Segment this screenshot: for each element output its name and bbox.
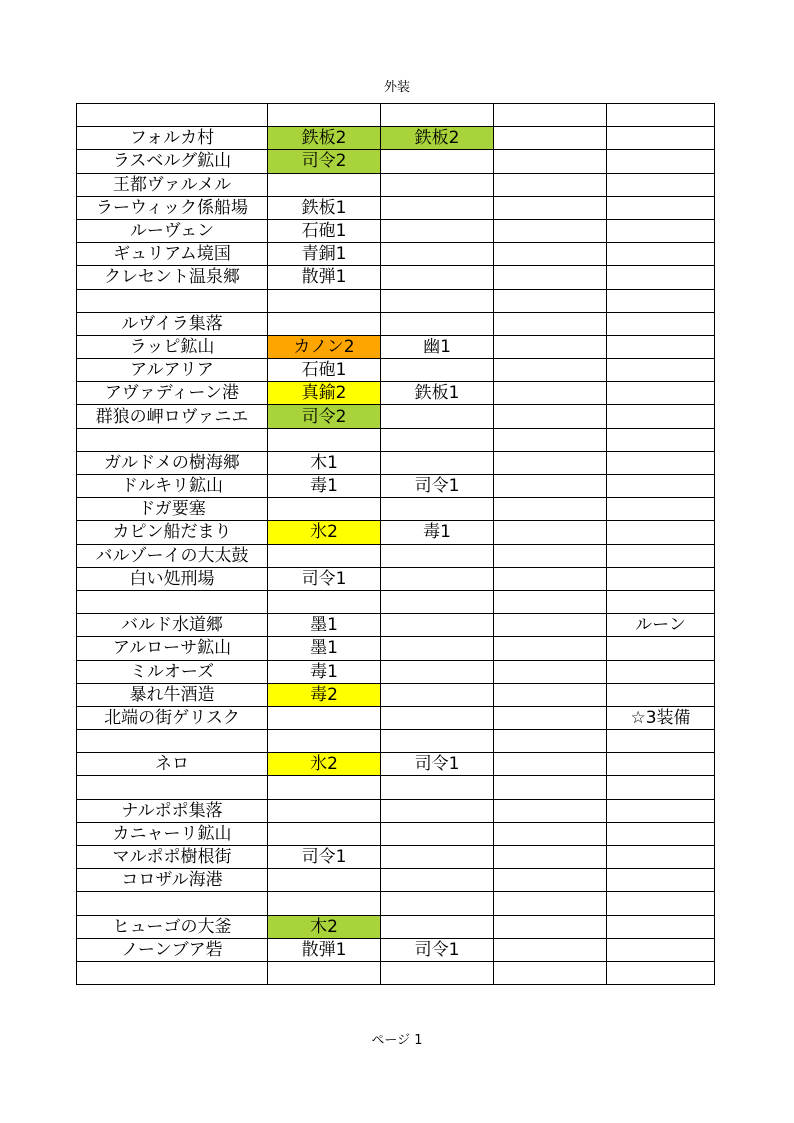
cell-material-2[interactable] <box>381 219 494 242</box>
cell-material-1[interactable] <box>268 961 381 984</box>
cell-material-3[interactable] <box>494 637 607 660</box>
cell-note[interactable] <box>607 915 715 938</box>
cell-location[interactable]: ガルドメの樹海郷 <box>77 451 268 474</box>
cell-location[interactable] <box>77 776 268 799</box>
cell-note[interactable] <box>607 243 715 266</box>
table-row <box>77 590 715 613</box>
cell-note[interactable] <box>607 938 715 961</box>
cell-note[interactable] <box>607 405 715 428</box>
cell-material-2[interactable] <box>381 173 494 196</box>
cell-material-1[interactable]: 司令2 <box>268 405 381 428</box>
cell-material-2[interactable] <box>381 544 494 567</box>
table-row <box>77 335 715 358</box>
table-row <box>77 173 715 196</box>
cell-material-2[interactable] <box>381 869 494 892</box>
cell-material-1[interactable]: 毒1 <box>268 660 381 683</box>
table-row <box>77 150 715 173</box>
table-row <box>77 196 715 219</box>
cell-note[interactable] <box>607 382 715 405</box>
cell-location[interactable] <box>77 104 268 127</box>
table-row <box>77 637 715 660</box>
cell-material-2[interactable] <box>381 451 494 474</box>
table-row <box>77 544 715 567</box>
cell-note[interactable] <box>607 173 715 196</box>
cell-material-2[interactable] <box>381 266 494 289</box>
page-header-title: 外装 <box>383 80 410 95</box>
cell-material-1[interactable]: 毒2 <box>268 683 381 706</box>
cell-material-3[interactable] <box>494 451 607 474</box>
cell-note[interactable] <box>607 730 715 753</box>
cell-note[interactable] <box>607 127 715 150</box>
table-row <box>77 660 715 683</box>
cell-material-1[interactable] <box>268 312 381 335</box>
cell-material-1[interactable]: 墨1 <box>268 637 381 660</box>
cell-material-2[interactable]: 司令1 <box>381 753 494 776</box>
cell-material-1[interactable]: 司令2 <box>268 150 381 173</box>
cell-material-2[interactable] <box>381 614 494 637</box>
cell-location[interactable]: フォルカ村 <box>77 127 268 150</box>
cell-material-2[interactable] <box>381 799 494 822</box>
cell-location[interactable]: バルド水道郷 <box>77 614 268 637</box>
cell-location[interactable]: カニャーリ鉱山 <box>77 822 268 845</box>
cell-material-1[interactable]: 石砲1 <box>268 359 381 382</box>
cell-note[interactable] <box>607 475 715 498</box>
cell-note[interactable] <box>607 822 715 845</box>
table-row <box>77 451 715 474</box>
cell-location[interactable]: ラッピ鉱山 <box>77 335 268 358</box>
cell-location[interactable] <box>77 892 268 915</box>
cell-note[interactable] <box>607 266 715 289</box>
cell-material-3[interactable] <box>494 150 607 173</box>
cell-material-1[interactable]: 鉄板1 <box>268 196 381 219</box>
cell-material-1[interactable] <box>268 104 381 127</box>
cell-material-3[interactable] <box>494 544 607 567</box>
table-row <box>77 127 715 150</box>
table-row <box>77 730 715 753</box>
cell-material-1[interactable] <box>268 892 381 915</box>
cell-location[interactable] <box>77 730 268 753</box>
cell-material-3[interactable] <box>494 312 607 335</box>
table-row <box>77 359 715 382</box>
cell-material-2[interactable] <box>381 196 494 219</box>
table-row <box>77 428 715 451</box>
cell-material-1[interactable]: 木2 <box>268 915 381 938</box>
cell-material-1[interactable] <box>268 706 381 729</box>
cell-material-1[interactable] <box>268 730 381 753</box>
cell-material-2[interactable] <box>381 359 494 382</box>
table-row <box>77 846 715 869</box>
cell-material-2[interactable] <box>381 289 494 312</box>
cell-material-1[interactable] <box>268 822 381 845</box>
cell-material-1[interactable] <box>268 428 381 451</box>
cell-note[interactable] <box>607 892 715 915</box>
cell-location[interactable]: ヒューゴの大釜 <box>77 915 268 938</box>
cell-material-3[interactable] <box>494 382 607 405</box>
cell-location[interactable]: ドガ要塞 <box>77 498 268 521</box>
cell-note[interactable] <box>607 335 715 358</box>
cell-material-1[interactable] <box>268 544 381 567</box>
cell-material-3[interactable] <box>494 289 607 312</box>
table-row <box>77 776 715 799</box>
cell-material-2[interactable] <box>381 822 494 845</box>
table-row <box>77 243 715 266</box>
cell-note[interactable] <box>607 753 715 776</box>
cell-location[interactable]: アルローサ鉱山 <box>77 637 268 660</box>
table-row <box>77 938 715 961</box>
cell-location[interactable] <box>77 289 268 312</box>
cell-material-1[interactable]: 氷2 <box>268 753 381 776</box>
cell-location[interactable]: 白い処刑場 <box>77 567 268 590</box>
cell-location[interactable]: ラスベルグ鉱山 <box>77 150 268 173</box>
cell-location[interactable]: バルゾーイの大太鼓 <box>77 544 268 567</box>
cell-note[interactable] <box>607 196 715 219</box>
table-row <box>77 753 715 776</box>
cell-material-3[interactable] <box>494 243 607 266</box>
cell-material-1[interactable]: 木1 <box>268 451 381 474</box>
cell-note[interactable] <box>607 219 715 242</box>
cell-material-3[interactable] <box>494 706 607 729</box>
cell-location[interactable]: ノーンブア砦 <box>77 938 268 961</box>
cell-note[interactable] <box>607 869 715 892</box>
cell-location[interactable]: アヴァディーン港 <box>77 382 268 405</box>
cell-location[interactable]: 暴れ牛酒造 <box>77 683 268 706</box>
cell-note[interactable] <box>607 776 715 799</box>
cell-note[interactable] <box>607 150 715 173</box>
table-row <box>77 498 715 521</box>
table-row <box>77 915 715 938</box>
cell-material-1[interactable]: 墨1 <box>268 614 381 637</box>
cell-material-1[interactable]: 司令1 <box>268 846 381 869</box>
cell-location[interactable]: 王都ヴァルメル <box>77 173 268 196</box>
cell-material-3[interactable] <box>494 590 607 613</box>
cell-note[interactable] <box>607 846 715 869</box>
cell-material-1[interactable]: 毒1 <box>268 475 381 498</box>
cell-note[interactable] <box>607 359 715 382</box>
cell-material-2[interactable]: 幽1 <box>381 335 494 358</box>
cell-note[interactable]: ☆3装備 <box>607 706 715 729</box>
cell-note[interactable] <box>607 312 715 335</box>
table-row <box>77 567 715 590</box>
cell-note[interactable] <box>607 451 715 474</box>
cell-location[interactable]: 群狼の岬ロヴァニエ <box>77 405 268 428</box>
cell-material-1[interactable] <box>268 173 381 196</box>
table-row <box>77 892 715 915</box>
cell-material-3[interactable] <box>494 405 607 428</box>
cell-material-2[interactable]: 鉄板1 <box>381 382 494 405</box>
cell-material-2[interactable] <box>381 706 494 729</box>
cell-location[interactable]: カピン船だまり <box>77 521 268 544</box>
cell-material-2[interactable] <box>381 730 494 753</box>
cell-material-3[interactable] <box>494 776 607 799</box>
table-row <box>77 869 715 892</box>
cell-note[interactable] <box>607 637 715 660</box>
cell-material-1[interactable]: 氷2 <box>268 521 381 544</box>
cell-material-3[interactable] <box>494 961 607 984</box>
cell-note[interactable] <box>607 683 715 706</box>
cell-material-3[interactable] <box>494 683 607 706</box>
cell-material-1[interactable] <box>268 289 381 312</box>
page-footer-number: ページ 1 <box>371 1033 423 1048</box>
cell-material-3[interactable] <box>494 104 607 127</box>
cell-material-2[interactable]: 司令1 <box>381 938 494 961</box>
cell-note[interactable] <box>607 428 715 451</box>
cell-material-1[interactable]: 散弾1 <box>268 266 381 289</box>
cell-material-1[interactable] <box>268 776 381 799</box>
cell-material-3[interactable] <box>494 660 607 683</box>
table-row <box>77 405 715 428</box>
table-row <box>77 475 715 498</box>
spreadsheet-table <box>76 103 715 985</box>
cell-location[interactable]: ラーウィック係船場 <box>77 196 268 219</box>
cell-material-2[interactable] <box>381 590 494 613</box>
cell-material-3[interactable] <box>494 335 607 358</box>
cell-material-2[interactable] <box>381 428 494 451</box>
cell-location[interactable]: ルーヴェン <box>77 219 268 242</box>
cell-material-2[interactable] <box>381 567 494 590</box>
cell-material-3[interactable] <box>494 846 607 869</box>
cell-material-1[interactable]: 鉄板2 <box>268 127 381 150</box>
cell-location[interactable]: マルポポ樹根街 <box>77 846 268 869</box>
cell-location[interactable]: クレセント温泉郷 <box>77 266 268 289</box>
cell-material-3[interactable] <box>494 127 607 150</box>
table-row <box>77 312 715 335</box>
table-row <box>77 961 715 984</box>
table-row <box>77 104 715 127</box>
table-row <box>77 614 715 637</box>
cell-material-3[interactable] <box>494 892 607 915</box>
table-row <box>77 289 715 312</box>
cell-location[interactable]: ドルキリ鉱山 <box>77 475 268 498</box>
cell-material-3[interactable] <box>494 219 607 242</box>
cell-note[interactable] <box>607 544 715 567</box>
cell-note[interactable]: ルーン <box>607 614 715 637</box>
cell-location[interactable]: コロザル海港 <box>77 869 268 892</box>
cell-material-1[interactable]: カノン2 <box>268 335 381 358</box>
cell-material-2[interactable] <box>381 498 494 521</box>
cell-note[interactable] <box>607 660 715 683</box>
cell-material-3[interactable] <box>494 521 607 544</box>
cell-material-1[interactable] <box>268 498 381 521</box>
cell-material-2[interactable] <box>381 243 494 266</box>
cell-material-2[interactable] <box>381 637 494 660</box>
cell-material-3[interactable] <box>494 428 607 451</box>
cell-location[interactable]: ネロ <box>77 753 268 776</box>
table-row <box>77 706 715 729</box>
cell-note[interactable] <box>607 289 715 312</box>
cell-material-3[interactable] <box>494 753 607 776</box>
cell-material-3[interactable] <box>494 869 607 892</box>
cell-location[interactable]: 北端の街ゲリスク <box>77 706 268 729</box>
cell-material-1[interactable]: 青銅1 <box>268 243 381 266</box>
cell-material-3[interactable] <box>494 938 607 961</box>
cell-location[interactable]: ナルポポ集落 <box>77 799 268 822</box>
cell-material-2[interactable] <box>381 961 494 984</box>
cell-location[interactable]: ギュリアム境国 <box>77 243 268 266</box>
cell-material-3[interactable] <box>494 359 607 382</box>
cell-material-2[interactable] <box>381 104 494 127</box>
cell-material-2[interactable]: 司令1 <box>381 475 494 498</box>
cell-location[interactable]: ミルオーズ <box>77 660 268 683</box>
cell-material-1[interactable]: 真鍮2 <box>268 382 381 405</box>
cell-location[interactable] <box>77 590 268 613</box>
cell-note[interactable] <box>607 961 715 984</box>
cell-location[interactable]: アルアリア <box>77 359 268 382</box>
cell-material-3[interactable] <box>494 173 607 196</box>
cell-material-3[interactable] <box>494 498 607 521</box>
table-row <box>77 683 715 706</box>
table-row <box>77 219 715 242</box>
cell-location[interactable]: ルヴイラ集落 <box>77 312 268 335</box>
table-row <box>77 382 715 405</box>
cell-material-3[interactable] <box>494 266 607 289</box>
cell-material-2[interactable] <box>381 846 494 869</box>
table-row <box>77 799 715 822</box>
cell-material-2[interactable] <box>381 683 494 706</box>
cell-material-3[interactable] <box>494 730 607 753</box>
table-row <box>77 822 715 845</box>
cell-material-2[interactable]: 毒1 <box>381 521 494 544</box>
cell-material-2[interactable] <box>381 150 494 173</box>
cell-note[interactable] <box>607 590 715 613</box>
cell-material-2[interactable]: 鉄板2 <box>381 127 494 150</box>
cell-material-3[interactable] <box>494 567 607 590</box>
table-row <box>77 266 715 289</box>
cell-material-1[interactable] <box>268 590 381 613</box>
cell-material-3[interactable] <box>494 614 607 637</box>
cell-material-1[interactable] <box>268 799 381 822</box>
cell-material-3[interactable] <box>494 475 607 498</box>
cell-material-2[interactable] <box>381 776 494 799</box>
cell-material-2[interactable] <box>381 405 494 428</box>
cell-note[interactable] <box>607 104 715 127</box>
cell-material-1[interactable]: 石砲1 <box>268 219 381 242</box>
cell-material-2[interactable] <box>381 660 494 683</box>
table-row <box>77 521 715 544</box>
cell-material-3[interactable] <box>494 915 607 938</box>
cell-location[interactable] <box>77 961 268 984</box>
cell-material-1[interactable]: 散弾1 <box>268 938 381 961</box>
cell-material-2[interactable] <box>381 915 494 938</box>
cell-material-3[interactable] <box>494 196 607 219</box>
cell-note[interactable] <box>607 799 715 822</box>
cell-note[interactable] <box>607 567 715 590</box>
cell-material-1[interactable] <box>268 869 381 892</box>
cell-material-1[interactable]: 司令1 <box>268 567 381 590</box>
cell-material-3[interactable] <box>494 822 607 845</box>
cell-material-2[interactable] <box>381 312 494 335</box>
cell-note[interactable] <box>607 521 715 544</box>
cell-material-3[interactable] <box>494 799 607 822</box>
cell-note[interactable] <box>607 498 715 521</box>
cell-material-2[interactable] <box>381 892 494 915</box>
table-body <box>77 104 715 985</box>
cell-location[interactable] <box>77 428 268 451</box>
